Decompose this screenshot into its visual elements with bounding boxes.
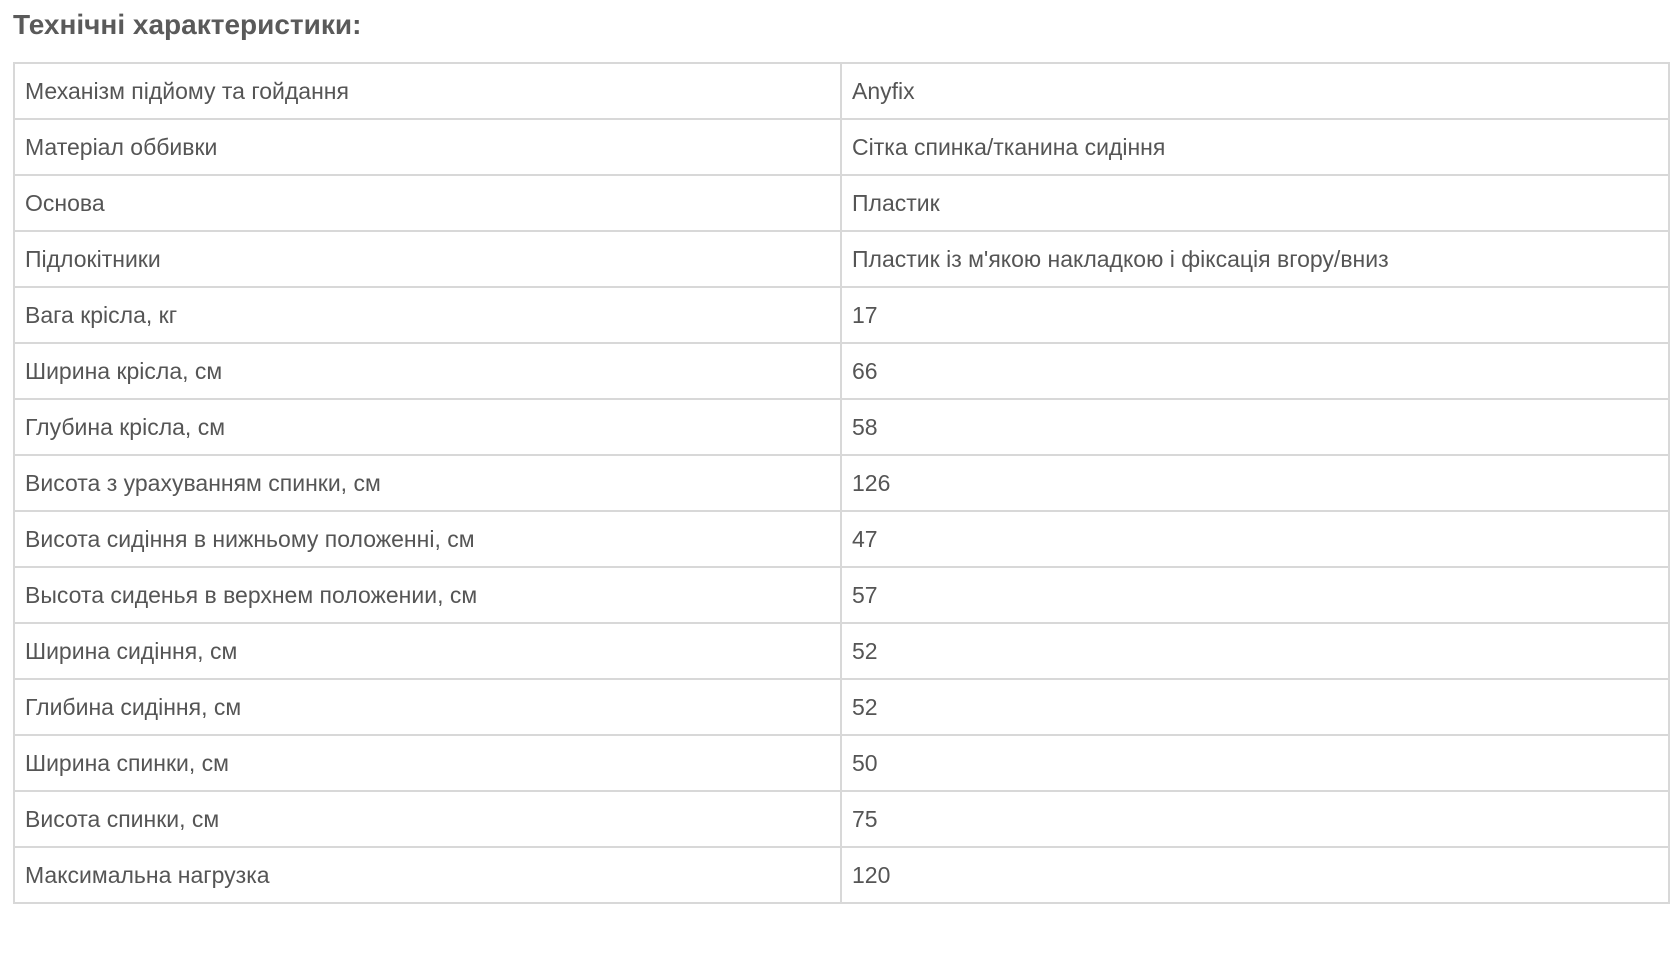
table-row [14, 735, 1669, 791]
spec-value: 57 [841, 567, 1669, 623]
spec-label: Глибина сидіння, см [14, 679, 841, 735]
table-row [14, 511, 1669, 567]
spec-label: Висота сидіння в нижньому положенні, см [14, 511, 841, 567]
spec-label: Ширина спинки, см [14, 735, 841, 791]
spec-value: 52 [841, 679, 1669, 735]
table-row [14, 287, 1669, 343]
spec-label: Максимальна нагрузка [14, 847, 841, 903]
spec-value: 58 [841, 399, 1669, 455]
table-row [14, 847, 1669, 903]
spec-value: 50 [841, 735, 1669, 791]
spec-value: 47 [841, 511, 1669, 567]
table-row [14, 679, 1669, 735]
spec-table [13, 62, 1670, 904]
spec-label: Механізм підйому та гойдання [14, 63, 841, 119]
spec-label: Высота сиденья в верхнем положении, см [14, 567, 841, 623]
spec-value: 52 [841, 623, 1669, 679]
spec-label: Глубина крісла, см [14, 399, 841, 455]
table-row [14, 791, 1669, 847]
spec-value: 120 [841, 847, 1669, 903]
page-title: Технічні характеристики: [13, 9, 362, 40]
table-row [14, 119, 1669, 175]
table-row [14, 343, 1669, 399]
spec-value: Anyfix [841, 63, 1669, 119]
spec-label: Основа [14, 175, 841, 231]
spec-label: Підлокітники [14, 231, 841, 287]
spec-label: Висота спинки, см [14, 791, 841, 847]
spec-value: Сітка спинка/тканина сидіння [841, 119, 1669, 175]
table-row [14, 175, 1669, 231]
spec-value: Пластик [841, 175, 1669, 231]
table-row [14, 455, 1669, 511]
table-row [14, 567, 1669, 623]
spec-value: 17 [841, 287, 1669, 343]
spec-value: 126 [841, 455, 1669, 511]
table-row [14, 231, 1669, 287]
table-row [14, 399, 1669, 455]
table-row [14, 63, 1669, 119]
table-row [14, 623, 1669, 679]
spec-label: Ширина сидіння, см [14, 623, 841, 679]
spec-label: Вага крісла, кг [14, 287, 841, 343]
spec-value: 66 [841, 343, 1669, 399]
spec-label: Висота з урахуванням спинки, см [14, 455, 841, 511]
spec-label: Ширина крісла, см [14, 343, 841, 399]
spec-label: Матеріал оббивки [14, 119, 841, 175]
spec-value: Пластик із м'якою накладкою і фіксація вгору/вниз [841, 231, 1669, 287]
spec-value: 75 [841, 791, 1669, 847]
